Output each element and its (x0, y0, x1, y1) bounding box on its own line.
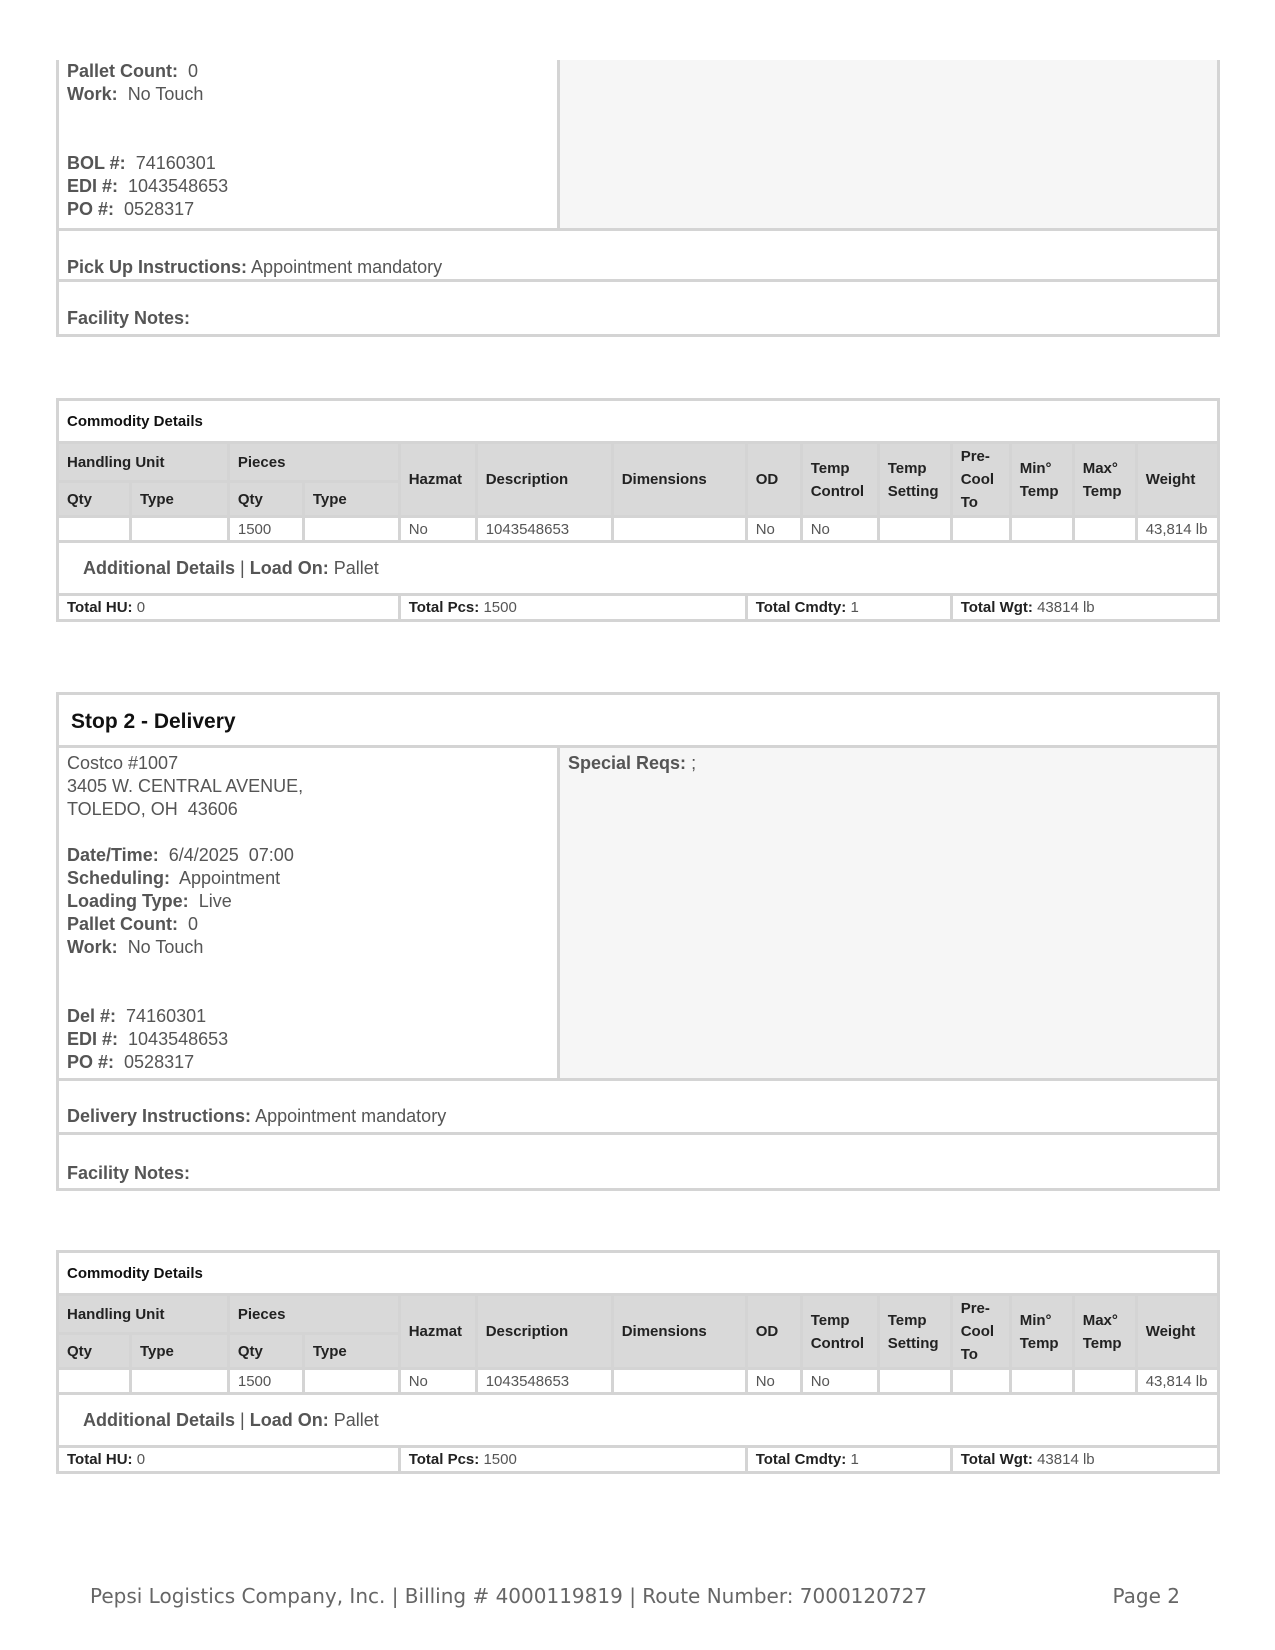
cell-max-temp (1073, 517, 1136, 542)
stop1-special-reqs-panel (560, 60, 1217, 228)
col-od: OD (746, 1295, 801, 1369)
commodity-details-2 (56, 1250, 1220, 1474)
datetime-label: Date/Time: (67, 845, 159, 865)
col-dimensions: Dimensions (612, 443, 746, 517)
col-hazmat: Hazmat (399, 443, 476, 517)
stop2-name: Costco #1007 (67, 753, 179, 773)
work-value: No Touch (127, 937, 204, 957)
cell-hu-type (131, 1369, 229, 1394)
total-wgt-value: 43814 lb (1037, 1451, 1095, 1468)
facility-notes-row (59, 282, 1217, 334)
pallet-count-value: 0 (188, 61, 199, 81)
stop2-split (59, 748, 1217, 1081)
table-row (59, 1369, 1217, 1394)
totals-row (59, 1447, 1217, 1472)
total-pcs-value: 1500 (483, 599, 517, 616)
special-reqs-label: Special Reqs: (568, 753, 687, 773)
col-weight: Weight (1136, 443, 1217, 517)
cell-temp-control: No (801, 1369, 878, 1394)
stop1-split (59, 60, 1217, 231)
additional-details-label: Additional Details (83, 557, 236, 578)
cell-max-temp (1073, 1369, 1136, 1394)
additional-details-row: Additional Details | Load On: Pallet (59, 1394, 1217, 1447)
total-wgt-value: 43814 lb (1037, 599, 1095, 616)
edi-label: EDI #: (67, 1029, 119, 1049)
delivery-instructions-label: Delivery Instructions: (67, 1106, 252, 1126)
load-on-value: Pallet (333, 1409, 379, 1430)
stop1-info (59, 60, 560, 228)
col-pcs-qty: Qty (228, 1334, 303, 1369)
cell-weight: 43,814 lb (1136, 1369, 1217, 1394)
load-on-label: Load On: (249, 557, 329, 578)
col-weight: Weight (1136, 1295, 1217, 1369)
total-cmdty-value: 1 (850, 599, 859, 616)
cell-description: 1043548653 (476, 517, 612, 542)
col-temp-control: Temp Control (801, 443, 878, 517)
del-value: 74160301 (126, 1006, 207, 1026)
datetime-value: 6/4/2025 07:00 (168, 845, 294, 865)
total-pcs-label: Total Pcs: (408, 599, 480, 616)
facility-notes-row (59, 1135, 1217, 1188)
col-min-temp: Min° Temp (1010, 443, 1073, 517)
commodity-table-1 (59, 401, 1217, 619)
pickup-instructions-label: Pick Up Instructions: (67, 257, 248, 277)
special-reqs-value: ; (691, 753, 697, 773)
total-pcs-label: Total Pcs: (408, 1451, 480, 1468)
cell-pcs-type (303, 1369, 399, 1394)
cell-temp-control: No (801, 517, 878, 542)
load-on-value: Pallet (333, 557, 379, 578)
cell-dimensions (612, 517, 746, 542)
cell-hu-type (131, 517, 229, 542)
stop2-special-reqs-panel (560, 748, 1217, 1078)
commodity-title: Commodity Details (59, 1253, 1217, 1295)
loading-type-label: Loading Type: (67, 891, 189, 911)
cell-description: 1043548653 (476, 1369, 612, 1394)
col-pieces: Pieces (228, 443, 399, 482)
footer-text: Pepsi Logistics Company, Inc. | Billing # 4000119819 | Route Number: 7000120727 (90, 1584, 928, 1608)
scheduling-value: Appointment (179, 868, 281, 888)
col-hu-qty: Qty (59, 482, 131, 517)
pickup-instructions-value: Appointment mandatory (251, 257, 443, 277)
col-hu-qty: Qty (59, 1334, 131, 1369)
bol-label: BOL #: (67, 153, 126, 173)
work-label: Work: (67, 937, 118, 957)
cell-pre-cool (951, 517, 1010, 542)
scheduling-label: Scheduling: (67, 868, 170, 888)
col-pre-cool: Pre-Cool To (951, 443, 1010, 517)
total-cmdty-label: Total Cmdty: (755, 599, 847, 616)
col-hazmat: Hazmat (399, 1295, 476, 1369)
cell-pcs-qty: 1500 (228, 1369, 303, 1394)
col-description: Description (476, 1295, 612, 1369)
pallet-count-label: Pallet Count: (67, 914, 178, 934)
col-pre-cool: Pre-Cool To (951, 1295, 1010, 1369)
cell-temp-setting (878, 517, 951, 542)
cell-pcs-type (303, 517, 399, 542)
col-description: Description (476, 443, 612, 517)
col-od: OD (746, 443, 801, 517)
commodity-title: Commodity Details (59, 401, 1217, 443)
cell-pre-cool (951, 1369, 1010, 1394)
col-max-temp: Max° Temp (1073, 1295, 1136, 1369)
load-on-label: Load On: (249, 1409, 329, 1430)
cell-hazmat: No (399, 1369, 476, 1394)
po-label: PO #: (67, 1052, 115, 1072)
col-handling-unit: Handling Unit (59, 1295, 228, 1334)
additional-details-row: Additional Details | Load On: Pallet (59, 542, 1217, 595)
col-pcs-type: Type (303, 482, 399, 517)
total-cmdty-value: 1 (850, 1451, 859, 1468)
total-hu-label: Total HU: (67, 599, 133, 616)
cell-hu-qty (59, 517, 131, 542)
del-label: Del #: (67, 1006, 117, 1026)
total-cmdty-label: Total Cmdty: (755, 1451, 847, 1468)
bol-value: 74160301 (135, 153, 216, 173)
pallet-count-value: 0 (188, 914, 199, 934)
cell-dimensions (612, 1369, 746, 1394)
col-hu-type: Type (131, 482, 229, 517)
delivery-instructions-value: Appointment mandatory (255, 1106, 447, 1126)
stop2-info (59, 748, 560, 1078)
col-temp-control: Temp Control (801, 1295, 878, 1369)
page-number: Page 2 (1112, 1584, 1180, 1608)
cell-temp-setting (878, 1369, 951, 1394)
col-pieces: Pieces (228, 1295, 399, 1334)
cell-min-temp (1010, 517, 1073, 542)
pallet-count-label: Pallet Count: (67, 61, 178, 81)
col-min-temp: Min° Temp (1010, 1295, 1073, 1369)
col-max-temp: Max° Temp (1073, 443, 1136, 517)
facility-notes-label: Facility Notes: (67, 308, 191, 328)
total-hu-value: 0 (136, 599, 146, 616)
stop2-address1: 3405 W. CENTRAL AVENUE, (67, 776, 304, 796)
stop2-address2: TOLEDO, OH 43606 (67, 799, 238, 819)
cell-pcs-qty: 1500 (228, 517, 303, 542)
total-hu-value: 0 (136, 1451, 146, 1468)
cell-min-temp (1010, 1369, 1073, 1394)
page-footer (90, 1584, 1180, 1608)
po-value: 0528317 (124, 199, 195, 219)
commodity-details-1 (56, 398, 1220, 622)
commodity-table-2 (59, 1253, 1217, 1471)
col-handling-unit: Handling Unit (59, 443, 228, 482)
additional-details-label: Additional Details (83, 1409, 236, 1430)
total-wgt-label: Total Wgt: (960, 1451, 1033, 1468)
edi-label: EDI #: (67, 176, 119, 196)
table-row (59, 517, 1217, 542)
loading-type-value: Live (198, 891, 232, 911)
col-pcs-qty: Qty (228, 482, 303, 517)
stop2-box (56, 692, 1220, 1191)
delivery-instructions-row (59, 1081, 1217, 1135)
facility-notes-label: Facility Notes: (67, 1163, 191, 1183)
edi-value: 1043548653 (128, 1029, 229, 1049)
cell-od: No (746, 1369, 801, 1394)
edi-value: 1043548653 (128, 176, 229, 196)
cell-weight: 43,814 lb (1136, 517, 1217, 542)
col-dimensions: Dimensions (612, 1295, 746, 1369)
po-value: 0528317 (124, 1052, 195, 1072)
total-wgt-label: Total Wgt: (960, 599, 1033, 616)
work-value: No Touch (127, 84, 204, 104)
pickup-instructions-row (59, 231, 1217, 282)
col-temp-setting: Temp Setting (878, 1295, 951, 1369)
totals-row (59, 595, 1217, 620)
col-temp-setting: Temp Setting (878, 443, 951, 517)
cell-hazmat: No (399, 517, 476, 542)
cell-hu-qty (59, 1369, 131, 1394)
stop2-title: Stop 2 - Delivery (59, 695, 1217, 748)
po-label: PO #: (67, 199, 115, 219)
work-label: Work: (67, 84, 118, 104)
total-hu-label: Total HU: (67, 1451, 133, 1468)
total-pcs-value: 1500 (483, 1451, 517, 1468)
col-hu-type: Type (131, 1334, 229, 1369)
stop1-details-box (56, 60, 1220, 337)
cell-od: No (746, 517, 801, 542)
col-pcs-type: Type (303, 1334, 399, 1369)
